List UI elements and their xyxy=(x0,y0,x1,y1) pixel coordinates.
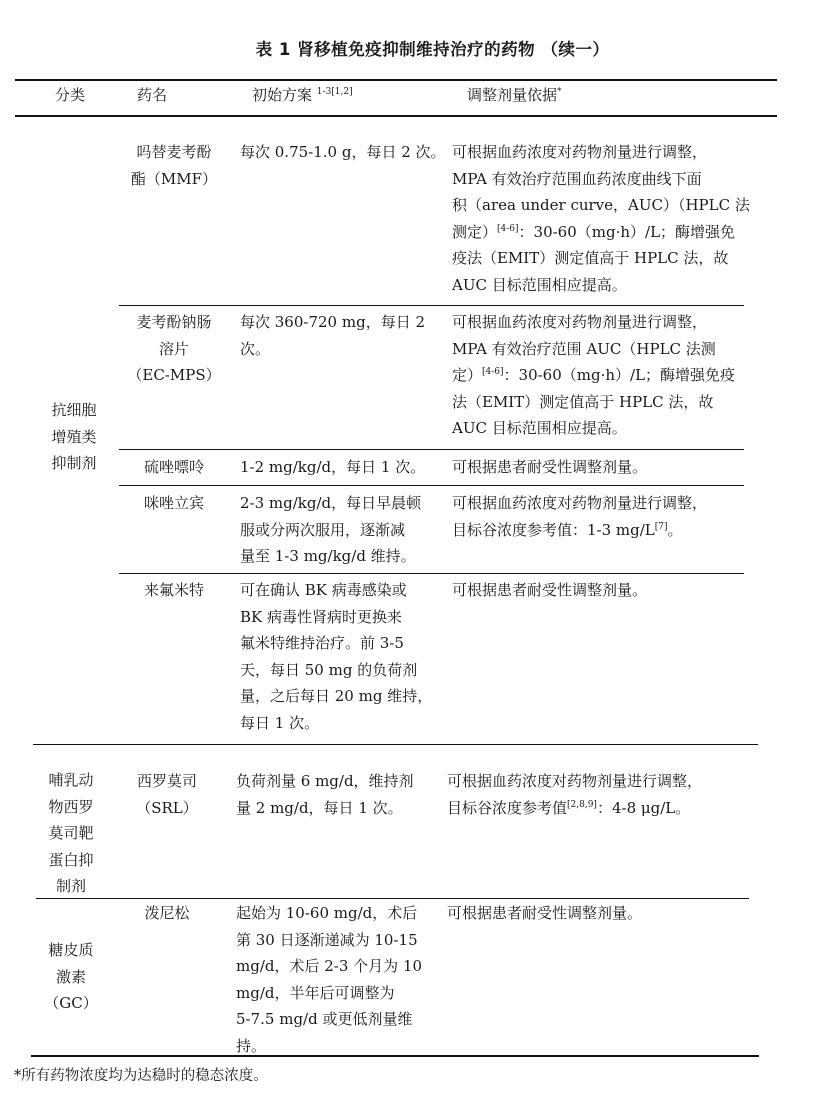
initial-lef: 可在确认 BK 病毒感染或 BK 病毒性肾病时更换来 氟米特维持治疗。前 3-5 天，每日 50 mg 的负荷剂 量，之后每日 20 mg 维持， 每日 1 次。 xyxy=(240,581,433,732)
drug-mzr: 咪唑立宾 xyxy=(143,494,204,512)
citation: [2,8,9] xyxy=(567,799,597,810)
header-category: 分类 xyxy=(55,86,86,104)
initial-srl: 负荷剂量 6 mg/d，维持剂 量 2 mg/d，每日 1 次。 xyxy=(236,772,414,817)
table-title: 表 1 肾移植免疫抑制维持治疗的药物 （续一） xyxy=(255,40,610,59)
top-rule xyxy=(15,79,777,81)
adjust-mmf: 可根据血药浓度对药物剂量进行调整， MPA 有效治疗范围血药浓度曲线下面 积（area under curve，AUC）（HPLC 法 测定）[4-6]：30-60（mg·h）/L；酶增强免 疫法（EMIT）测定值高于 HPLC 法，故 AUC 目标范围相应提高。 xyxy=(452,143,750,294)
drug-srl: 西罗莫司 （SRL） xyxy=(136,772,198,817)
citation: [4-6] xyxy=(482,367,504,377)
header-initial-ref: 1-3[1,2] xyxy=(316,87,353,97)
initial-aza: 1-2 mg/kg/d，每日 1 次。 xyxy=(240,458,426,476)
initial-ecmps: 每次 360-720 mg，每日 2 次。 xyxy=(240,313,426,358)
adjust-ecmps: 可根据血药浓度对药物剂量进行调整， MPA 有效治疗范围 AUC（HPLC 法测 定）[4-6]：30-60（mg·h）/L；酶增强免疫 法（EMIT）测定值高于 HPLC 法，故 AUC 目标范围相应提高。 xyxy=(452,313,736,437)
citation: [4-6] xyxy=(497,223,519,234)
drug-aza: 硫唑嘌呤 xyxy=(143,458,204,476)
section-divider xyxy=(36,898,749,899)
header-drug: 药名 xyxy=(137,86,168,104)
footnote: *所有药物浓度均为达稳时的稳态浓度。 xyxy=(14,1068,268,1084)
adjust-aza: 可根据患者耐受性调整剂量。 xyxy=(452,458,648,476)
row-divider xyxy=(119,305,744,306)
category-mtor: 哺乳动 物西罗 莫司靶 蛋白抑 制剂 xyxy=(48,771,94,895)
drug-ecmps: 麦考酚钠肠 溶片 （EC-MPS） xyxy=(127,313,221,384)
drug-lef: 来氟米特 xyxy=(143,581,204,599)
header-adjust: 调整剂量依据* xyxy=(467,86,562,104)
adjust-lef: 可根据患者耐受性调整剂量。 xyxy=(452,581,648,599)
header-initial: 初始方案 $^{1-3[1,2]}$ xyxy=(252,86,353,104)
adjust-srl: 可根据血药浓度对药物剂量进行调整， 目标谷浓度参考值[2,8,9]：4-8 μg/L。 xyxy=(447,772,703,817)
drug-mmf: 吗替麦考酚 酯（MMF） xyxy=(130,143,218,188)
header-rule xyxy=(15,115,777,117)
category-gc: 糖皮质 激素 （GC） xyxy=(44,941,98,1012)
adjust-pred: 可根据患者耐受性调整剂量。 xyxy=(447,904,643,922)
initial-mzr: 2-3 mg/kg/d，每日早晨顿 服或分两次服用，逐渐减 量至 1-3 mg/kg/d 维持。 xyxy=(240,494,422,565)
row-divider xyxy=(119,573,744,574)
adjust-mzr: 可根据血药浓度对药物剂量进行调整， 目标谷浓度参考值：1-3 mg/L[7]。 xyxy=(452,494,708,539)
citation: [7] xyxy=(654,521,668,532)
header-adjust-mark: * xyxy=(557,87,562,97)
row-divider xyxy=(119,449,744,450)
category-antiproliferative: 抗细胞 增殖类 抑制剂 xyxy=(51,401,97,472)
row-divider xyxy=(119,485,744,486)
section-divider xyxy=(33,744,758,745)
initial-pred: 起始为 10-60 mg/d，术后 第 30 日逐渐递减为 10-15 mg/d，术后 2-3 个月为 10 mg/d，半年后可调整为 5-7.5 mg/d 或更低剂量维 持。 xyxy=(236,904,423,1055)
drug-pred: 泼尼松 xyxy=(144,904,190,922)
initial-mmf: 每次 0.75-1.0 g，每日 2 次。 xyxy=(240,143,446,161)
